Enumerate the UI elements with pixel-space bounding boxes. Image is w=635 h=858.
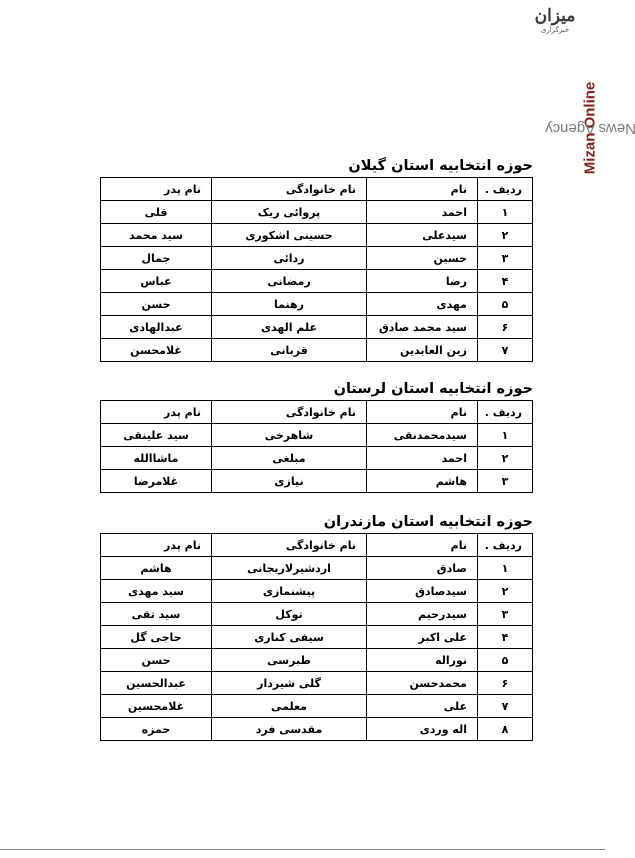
- cell-family: شاهرخی: [212, 424, 367, 447]
- table-row: [101, 201, 533, 224]
- header-family: نام خانوادگی: [212, 178, 367, 201]
- cell-ord: ۳: [478, 247, 533, 270]
- section-lorestan: [100, 378, 533, 493]
- cell-name: سید محمد صادق: [367, 316, 478, 339]
- cell-family: مقدسی فرد: [212, 718, 367, 741]
- cell-name: سیدصادق: [367, 580, 478, 603]
- cell-name: سیدرحیم: [367, 603, 478, 626]
- cell-family: قربانی: [212, 339, 367, 362]
- table-row: [101, 580, 533, 603]
- section-title: حوزه انتخابیه استان گیلان: [348, 158, 533, 174]
- table-row: [101, 649, 533, 672]
- bottom-divider: [0, 849, 605, 850]
- cell-father: سید علینقی: [101, 424, 212, 447]
- logo-subtext: خبرگزاری: [540, 26, 570, 34]
- cell-family: رمضانی: [212, 270, 367, 293]
- cell-ord: ۵: [478, 649, 533, 672]
- cell-ord: ۷: [478, 339, 533, 362]
- candidates-table: [100, 400, 533, 493]
- cell-father: عبدالهادی: [101, 316, 212, 339]
- cell-father: عبدالحسین: [101, 672, 212, 695]
- cell-ord: ۷: [478, 695, 533, 718]
- section-mazandaran: [100, 511, 533, 741]
- section-gilan: [100, 155, 533, 362]
- cell-father: حمزه: [101, 718, 212, 741]
- cell-family: ردائی: [212, 247, 367, 270]
- table-row: [101, 695, 533, 718]
- cell-family: اردشیرلاریجانی: [212, 557, 367, 580]
- cell-father: سید مهدی: [101, 580, 212, 603]
- table-row: [101, 557, 533, 580]
- cell-name: احمد: [367, 201, 478, 224]
- candidates-table: [100, 533, 533, 741]
- cell-ord: ۳: [478, 603, 533, 626]
- table-row: [101, 247, 533, 270]
- brand-bold: Mizan Online: [581, 81, 599, 175]
- table-row: [101, 270, 533, 293]
- candidates-table: [100, 177, 533, 362]
- cell-family: معلمی: [212, 695, 367, 718]
- table-row: [101, 672, 533, 695]
- header-name: نام: [367, 534, 478, 557]
- cell-family: پیشنمازی: [212, 580, 367, 603]
- cell-ord: ۱: [478, 424, 533, 447]
- cell-name: محمدحسن: [367, 672, 478, 695]
- cell-name: زین العابدین: [367, 339, 478, 362]
- cell-name: علی اکبر: [367, 626, 478, 649]
- cell-father: ماشاالله: [101, 447, 212, 470]
- table-row: [101, 224, 533, 247]
- cell-name: اله وردی: [367, 718, 478, 741]
- table-row: [101, 316, 533, 339]
- header-name: نام: [367, 178, 478, 201]
- cell-father: غلامحسین: [101, 695, 212, 718]
- cell-father: حاجی گل: [101, 626, 212, 649]
- cell-father: هاشم: [101, 557, 212, 580]
- cell-ord: ۴: [478, 626, 533, 649]
- header-family: نام خانوادگی: [212, 534, 367, 557]
- table-header-row: [101, 534, 533, 557]
- table-row: [101, 339, 533, 362]
- header-ord: ردیف .: [478, 401, 533, 424]
- cell-name: مهدی: [367, 293, 478, 316]
- cell-father: غلامحسن: [101, 339, 212, 362]
- cell-family: توکل: [212, 603, 367, 626]
- cell-name: سیدعلی: [367, 224, 478, 247]
- cell-ord: ۲: [478, 224, 533, 247]
- cell-family: پروائی ریک: [212, 201, 367, 224]
- cell-name: رضا: [367, 270, 478, 293]
- cell-ord: ۱: [478, 557, 533, 580]
- cell-ord: ۶: [478, 316, 533, 339]
- header-ord: ردیف .: [478, 178, 533, 201]
- cell-father: حسن: [101, 293, 212, 316]
- cell-name: نوراله: [367, 649, 478, 672]
- cell-ord: ۲: [478, 447, 533, 470]
- header-father: نام پدر: [101, 178, 212, 201]
- header-name: نام: [367, 401, 478, 424]
- cell-father: سید تقی: [101, 603, 212, 626]
- cell-family: علم الهدی: [212, 316, 367, 339]
- cell-family: رهنما: [212, 293, 367, 316]
- cell-name: احمد: [367, 447, 478, 470]
- header-father: نام پدر: [101, 401, 212, 424]
- header-ord: ردیف .: [478, 534, 533, 557]
- cell-family: طبرسی: [212, 649, 367, 672]
- table-row: [101, 626, 533, 649]
- cell-father: قلی: [101, 201, 212, 224]
- mizan-logo: [527, 6, 583, 35]
- cell-father: غلامرضا: [101, 470, 212, 493]
- cell-family: سیفی کناری: [212, 626, 367, 649]
- logo-text: میزان: [534, 6, 576, 26]
- table-row: [101, 718, 533, 741]
- cell-name: سیدمحمدنقی: [367, 424, 478, 447]
- cell-father: حسن: [101, 649, 212, 672]
- section-title: حوزه انتخابیه استان لرستان: [333, 381, 533, 397]
- cell-name: حسین: [367, 247, 478, 270]
- header-family: نام خانوادگی: [212, 401, 367, 424]
- cell-family: گلی شیردار: [212, 672, 367, 695]
- table-row: [101, 447, 533, 470]
- cell-ord: ۵: [478, 293, 533, 316]
- cell-family: حسینی اشکوری: [212, 224, 367, 247]
- cell-father: عباس: [101, 270, 212, 293]
- table-row: [101, 470, 533, 493]
- table-row: [101, 293, 533, 316]
- cell-father: سید محمد: [101, 224, 212, 247]
- cell-ord: ۴: [478, 270, 533, 293]
- cell-ord: ۲: [478, 580, 533, 603]
- cell-name: علی: [367, 695, 478, 718]
- table-header-row: [101, 178, 533, 201]
- brand-normal: News Agency: [544, 119, 635, 137]
- table-header-row: [101, 401, 533, 424]
- cell-ord: ۸: [478, 718, 533, 741]
- cell-ord: ۳: [478, 470, 533, 493]
- cell-family: مبلغی: [212, 447, 367, 470]
- cell-name: صادق: [367, 557, 478, 580]
- section-title: حوزه انتخابیه استان مازندران: [323, 514, 533, 530]
- cell-family: نیازی: [212, 470, 367, 493]
- table-row: [101, 603, 533, 626]
- cell-father: جمال: [101, 247, 212, 270]
- header-father: نام پدر: [101, 534, 212, 557]
- cell-ord: ۱: [478, 201, 533, 224]
- cell-ord: ۶: [478, 672, 533, 695]
- table-row: [101, 424, 533, 447]
- cell-name: هاشم: [367, 470, 478, 493]
